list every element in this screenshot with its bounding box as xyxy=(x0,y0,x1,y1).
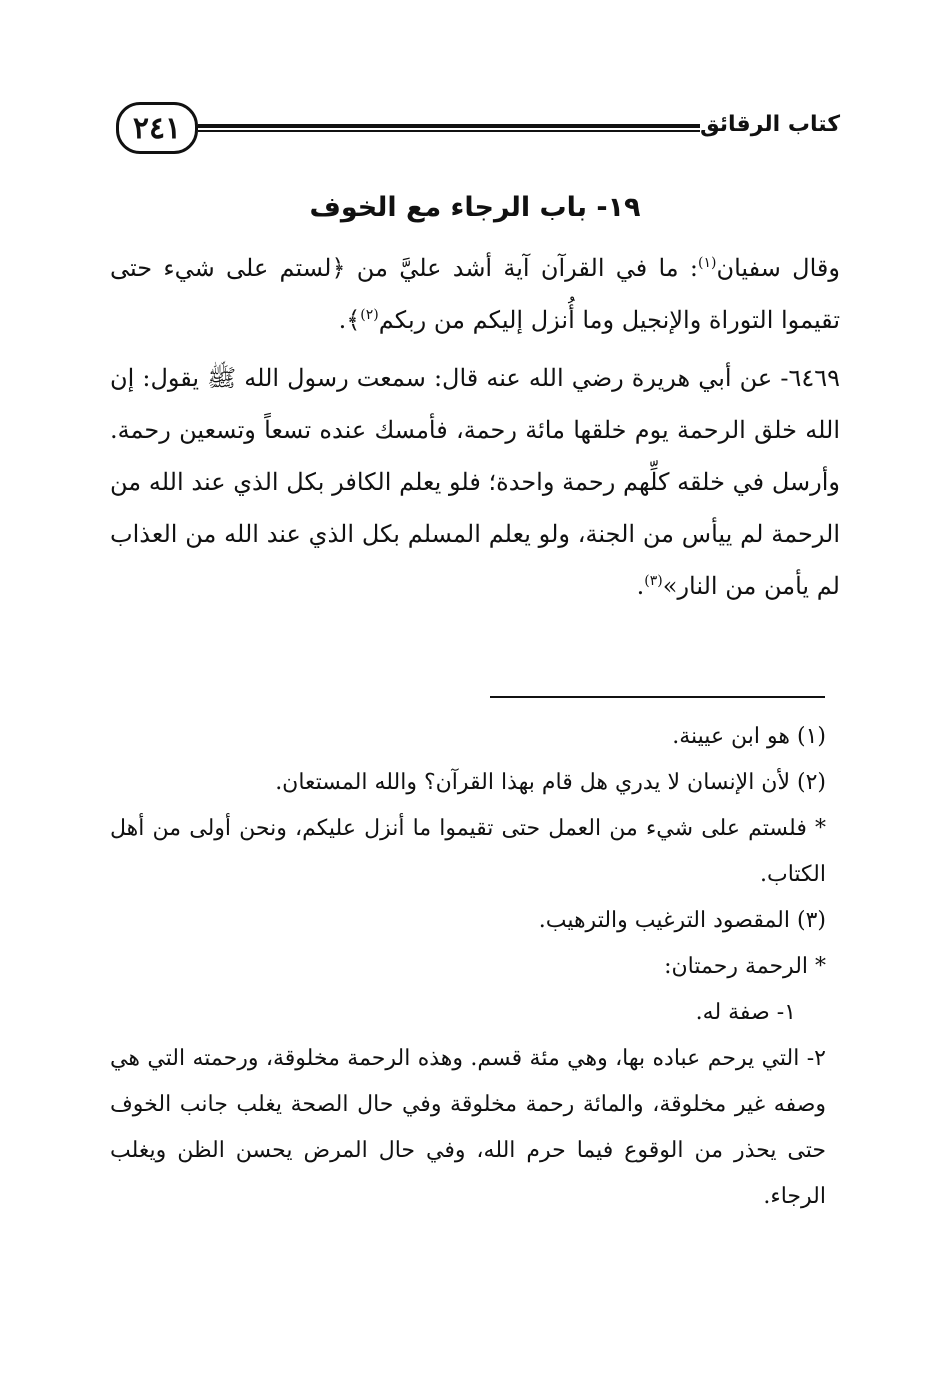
footnote-3: (٣) المقصود الترغيب والترهيب. xyxy=(538,908,826,933)
sufyan-intro: وقال سفيان xyxy=(716,254,840,282)
sufyan-quote-end: ﴾. xyxy=(338,306,361,334)
sufyan-text xyxy=(110,242,840,346)
footnote-ref-3: (٣) xyxy=(644,573,663,589)
footnote-3-item-2: ٢- التي يرحم عباده بها، وهي مئة قسم. وهذه الرحمة مخلوقة، ورحمته التي هي وصفه غير مخلوقة، والمائة رحمة مخلوقة وفي حال الصحة يغلب جانب الخوف حتى يحذر من الوقوع فيما حرم الله، وفي حال المرض يحسن الظن ويغلب الرجاء. xyxy=(110,1046,826,1209)
footnote-3-comment: * الرحمة رحمتان: xyxy=(664,954,826,979)
hadith-paragraph xyxy=(110,352,840,612)
page-number: ٢٤١ xyxy=(116,102,198,154)
footnote-3-item-1: ١- صفة له. xyxy=(695,1000,796,1025)
header-rule xyxy=(198,124,700,132)
footnote-2-comment: * فلستم على شيء من العمل حتى تقيموا ما أنزل عليكم، ونحن أولى من أهل الكتاب. xyxy=(110,816,826,887)
page-header xyxy=(110,100,840,160)
footnote-ref-2: (٢) xyxy=(360,307,379,323)
header-rule-thin xyxy=(198,130,700,132)
footnotes xyxy=(110,714,826,1220)
hadith-body: عن أبي هريرة رضي الله عنه قال: سمعت رسول الله ﷺ يقول: إن الله خلق الرحمة يوم خلقها مائة رحمة، فأمسك عنده تسعاً وتسعين رحمة. وأرسل في خلقه كلِّهم رحمة واحدة؛ فلو يعلم الكافر بكل الذي عند الله من الرحمة لم ييأس من الجنة، ولو يعلم المسلم بكل الذي عند الله من العذاب لم يأمن من النار» xyxy=(110,364,840,600)
footnote-1: (١) هو ابن عيينة. xyxy=(672,724,826,749)
sufyan-paragraph xyxy=(110,242,840,346)
footnote-2: (٢) لأن الإنسان لا يدري هل قام بهذا القرآن؟ والله المستعان. xyxy=(275,770,826,795)
running-head-title: كتاب الرقائق xyxy=(699,112,840,137)
sufyan-quote: : ما في القرآن آية أشد عليَّ من ﴿لستم على شيء حتى تقيموا التوراة والإنجيل وما أُنزل إليكم من ربكم xyxy=(110,254,840,334)
header-rule-thick xyxy=(198,124,700,128)
footnote-ref-1: (١) xyxy=(698,255,717,271)
footnote-separator xyxy=(490,696,825,698)
hadith-end: . xyxy=(636,572,645,600)
hadith-number: ٦٤٦٩- xyxy=(772,364,840,392)
chapter-heading: ١٩- باب الرجاء مع الخوف xyxy=(309,192,641,223)
hadith-text xyxy=(110,352,840,612)
